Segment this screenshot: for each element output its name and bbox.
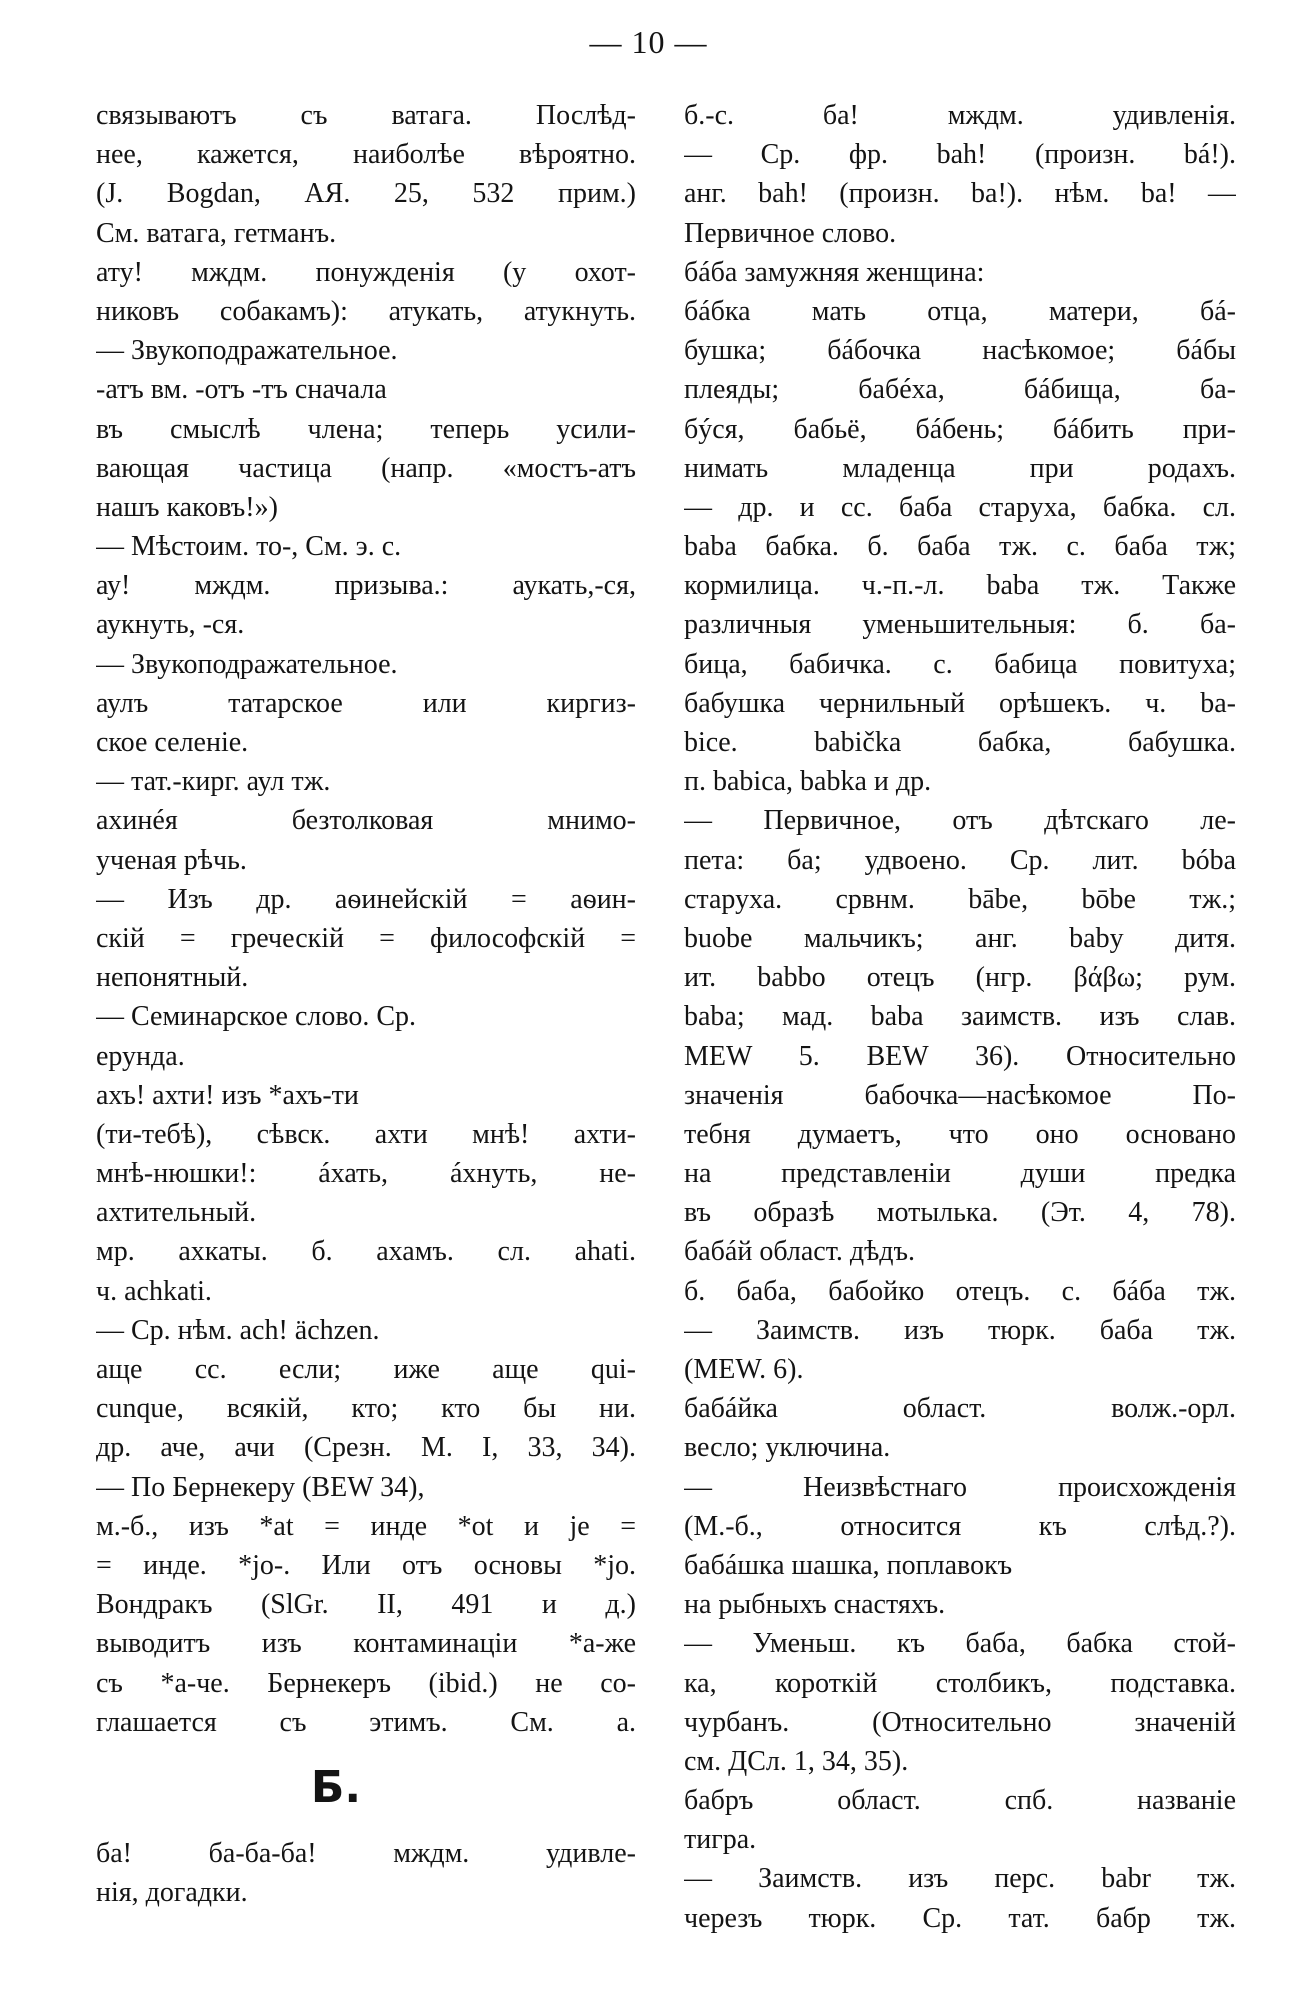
text-line: пета: ба; удвоено. Ср. лит. bóba: [684, 844, 1236, 876]
text-line: См. ватага, гетманъ.: [96, 217, 337, 249]
text-line: плеяды; бабéха, бáбища, ба-: [684, 374, 1236, 406]
text-line: — Звукоподражательное.: [96, 335, 398, 367]
text-line: бабушка чернильный орѣшекъ. ч. ba-: [684, 687, 1236, 719]
text-line: ау! мждм. призыва.: аукать,-ся,: [96, 570, 636, 602]
text-line: — Ср. фр. bah! (произн. bá!).: [684, 139, 1236, 171]
text-line: бабáй област. дѣдъ.: [684, 1236, 916, 1268]
text-line: непонятный.: [96, 962, 249, 994]
text-line: въ образѣ мотылька. (Эт. 4, 78).: [684, 1197, 1236, 1229]
text-line: связываютъ съ ватага. Послѣд-: [96, 100, 636, 131]
text-line: кормилица. ч.-п.-л. baba тж. Также: [684, 570, 1236, 602]
text-line: ахинéя безтолковая мнимо-: [96, 805, 636, 837]
text-line: бушка; бáбочка насѣкомое; бáбы: [684, 335, 1236, 367]
text-line: MEW 5. BEW 36). Относительно: [684, 1040, 1236, 1072]
text-line: buobe мальчикъ; анг. baby дитя.: [684, 922, 1236, 954]
text-line: bice. babička бабка, бабушка.: [684, 727, 1236, 758]
text-line: въ смыслѣ члена; теперь усили-: [96, 413, 636, 445]
text-line: см. ДСл. 1, 34, 35).: [684, 1745, 909, 1777]
text-line: — Ср. нѣм. ach! ächzen.: [96, 1314, 380, 1346]
text-line: ч. achkati.: [96, 1275, 212, 1307]
section-letter: Б.: [310, 1761, 362, 1813]
text-line: тебня думаетъ, что оно основано: [684, 1118, 1236, 1150]
text-line: — Изъ др. аѳинейскій = аѳин-: [96, 883, 636, 915]
text-line: — Заимств. изъ тюрк. баба тж.: [684, 1314, 1236, 1346]
text-line: значенія бабочка—насѣкомое По-: [684, 1079, 1236, 1111]
text-line: — др. и сс. баба старуха, бабка. сл.: [684, 491, 1236, 523]
text-line: — тат.-кирг. аул тж.: [96, 766, 331, 798]
text-line: никовъ собакамъ): атукать, атукнуть.: [96, 295, 636, 327]
text-line: нимать младенца при родахъ.: [684, 452, 1236, 484]
text-line: тигра.: [684, 1824, 757, 1856]
text-line: нее, кажется, наиболѣе вѣроятно.: [96, 139, 636, 171]
text-line: бица, бабичка. с. бабица повитуха;: [684, 648, 1236, 680]
text-line: весло; уключина.: [684, 1432, 891, 1464]
text-line: = инде. *jo-. Или отъ основы *jo.: [96, 1549, 636, 1581]
text-line: п. babica, babka и др.: [684, 766, 932, 798]
text-line: мнѣ-нюшки!: áхать, áхнуть, не-: [96, 1158, 636, 1190]
text-line: глашается съ этимъ. См. а.: [96, 1706, 636, 1738]
text-line: ату! мждм. понужденія (у охот-: [96, 256, 636, 288]
text-line: ское селеніе.: [96, 727, 249, 758]
text-line: (М.-б., относится къ слѣд.?).: [684, 1510, 1236, 1542]
text-line: — Первичное, отъ дѣтскаго ле-: [684, 805, 1236, 837]
text-line: бáба замужняя женщина:: [684, 256, 985, 288]
text-line: мр. ахкаты. б. ахамъ. сл. ahati.: [96, 1236, 636, 1268]
text-line: бабáшка шашка, поплавокъ: [684, 1549, 1013, 1581]
text-line: бýся, бабьё, бáбень; бáбить при-: [684, 413, 1236, 445]
text-line: бабáйка област. волж.-орл.: [684, 1393, 1236, 1425]
text-line: — Семинарское слово. Ср.: [96, 1001, 417, 1033]
text-line: Вондракъ (SlGr. II, 491 и д.): [96, 1589, 636, 1621]
text-line: (J. Bogdan, АЯ. 25, 532 прим.): [96, 178, 636, 210]
text-line: (ти-тебѣ), сѣвск. ахти мнѣ! ахти-: [96, 1118, 636, 1150]
text-line: cunque, всякій, кто; кто бы ни.: [96, 1393, 636, 1425]
text-line: б. баба, бабойко отецъ. с. бáба тж.: [684, 1275, 1236, 1307]
text-line: аукнуть, -ся.: [96, 609, 245, 641]
text-line: различныя уменьшительныя: б. ба-: [684, 609, 1236, 641]
text-line: др. аче, ачи (Срезн. М. I, 33, 34).: [96, 1432, 636, 1464]
text-line: ахъ! ахти! изъ *ахъ-ти: [96, 1079, 359, 1111]
text-line: — Звукоподражательное.: [96, 648, 398, 680]
text-line: аще сс. если; иже аще qui-: [96, 1354, 636, 1385]
left-column-lines: [96, 96, 636, 1742]
text-line: baba бабка. б. баба тж. с. баба тж;: [684, 531, 1236, 563]
text-line: — По Бернекеру (BEW 34),: [96, 1471, 425, 1503]
text-line: ахтительный.: [96, 1197, 257, 1229]
page-number: — 10 —: [589, 24, 708, 60]
left-column: [96, 96, 636, 1912]
text-line: нія, догадки.: [96, 1877, 248, 1909]
left-column-tail: [96, 1834, 636, 1912]
text-line: ученая рѣчь.: [96, 844, 247, 876]
text-line: вающая частица (напр. «мостъ-атъ: [96, 452, 636, 484]
text-line: съ *а-че. Бернекеръ (ibid.) не со-: [96, 1667, 636, 1699]
text-line: выводитъ изъ контаминаціи *а-же: [96, 1628, 636, 1660]
right-column: [684, 96, 1236, 1938]
text-line: анг. bah! (произн. ba!). нѣм. ba! —: [684, 178, 1236, 210]
text-line: м.-б., изъ *at = инде *ot и je =: [96, 1510, 636, 1542]
text-line: на рыбныхъ снастяхъ.: [684, 1589, 946, 1621]
text-line: б.-с. ба! мждм. удивленія.: [684, 100, 1236, 131]
text-line: на представленіи души предка: [684, 1158, 1236, 1190]
text-line: ит. babbo отецъ (нгр. βάβω; рум.: [684, 962, 1236, 994]
text-line: (MEW. 6).: [684, 1354, 804, 1385]
text-line: Первичное слово.: [684, 217, 897, 249]
text-line: нашъ каковъ!»): [96, 491, 278, 523]
text-line: ба! ба-ба-ба! мждм. удивле-: [96, 1837, 636, 1869]
text-line: ка, короткій столбикъ, подставка.: [684, 1667, 1236, 1699]
text-line: ерунда.: [96, 1040, 185, 1072]
text-line: аулъ татарское или киргиз-: [96, 687, 636, 719]
text-line: чурбанъ. (Относительно значеній: [684, 1706, 1236, 1738]
text-line: скій = греческій = философскій =: [96, 922, 636, 954]
text-line: бáбка мать отца, матери, бá-: [684, 295, 1236, 327]
right-column-lines: [684, 96, 1236, 1938]
text-line: — Уменьш. къ баба, бабка стой-: [684, 1628, 1236, 1660]
text-line: — Мѣстоим. то-, См. э. с.: [96, 531, 402, 563]
text-line: -атъ вм. -отъ -тъ сначала: [96, 374, 387, 406]
text-line: — Неизвѣстнаго происхожденія: [684, 1471, 1236, 1503]
text-line: baba; мад. baba заимств. изъ слав.: [684, 1001, 1236, 1033]
text-line: черезъ тюрк. Ср. тат. бабр тж.: [684, 1902, 1236, 1934]
text-line: старуха. срвнм. bābe, bōbe тж.;: [684, 883, 1236, 915]
text-line: — Заимств. изъ перс. babr тж.: [684, 1863, 1236, 1895]
text-line: бабръ област. спб. названіе: [684, 1785, 1236, 1817]
